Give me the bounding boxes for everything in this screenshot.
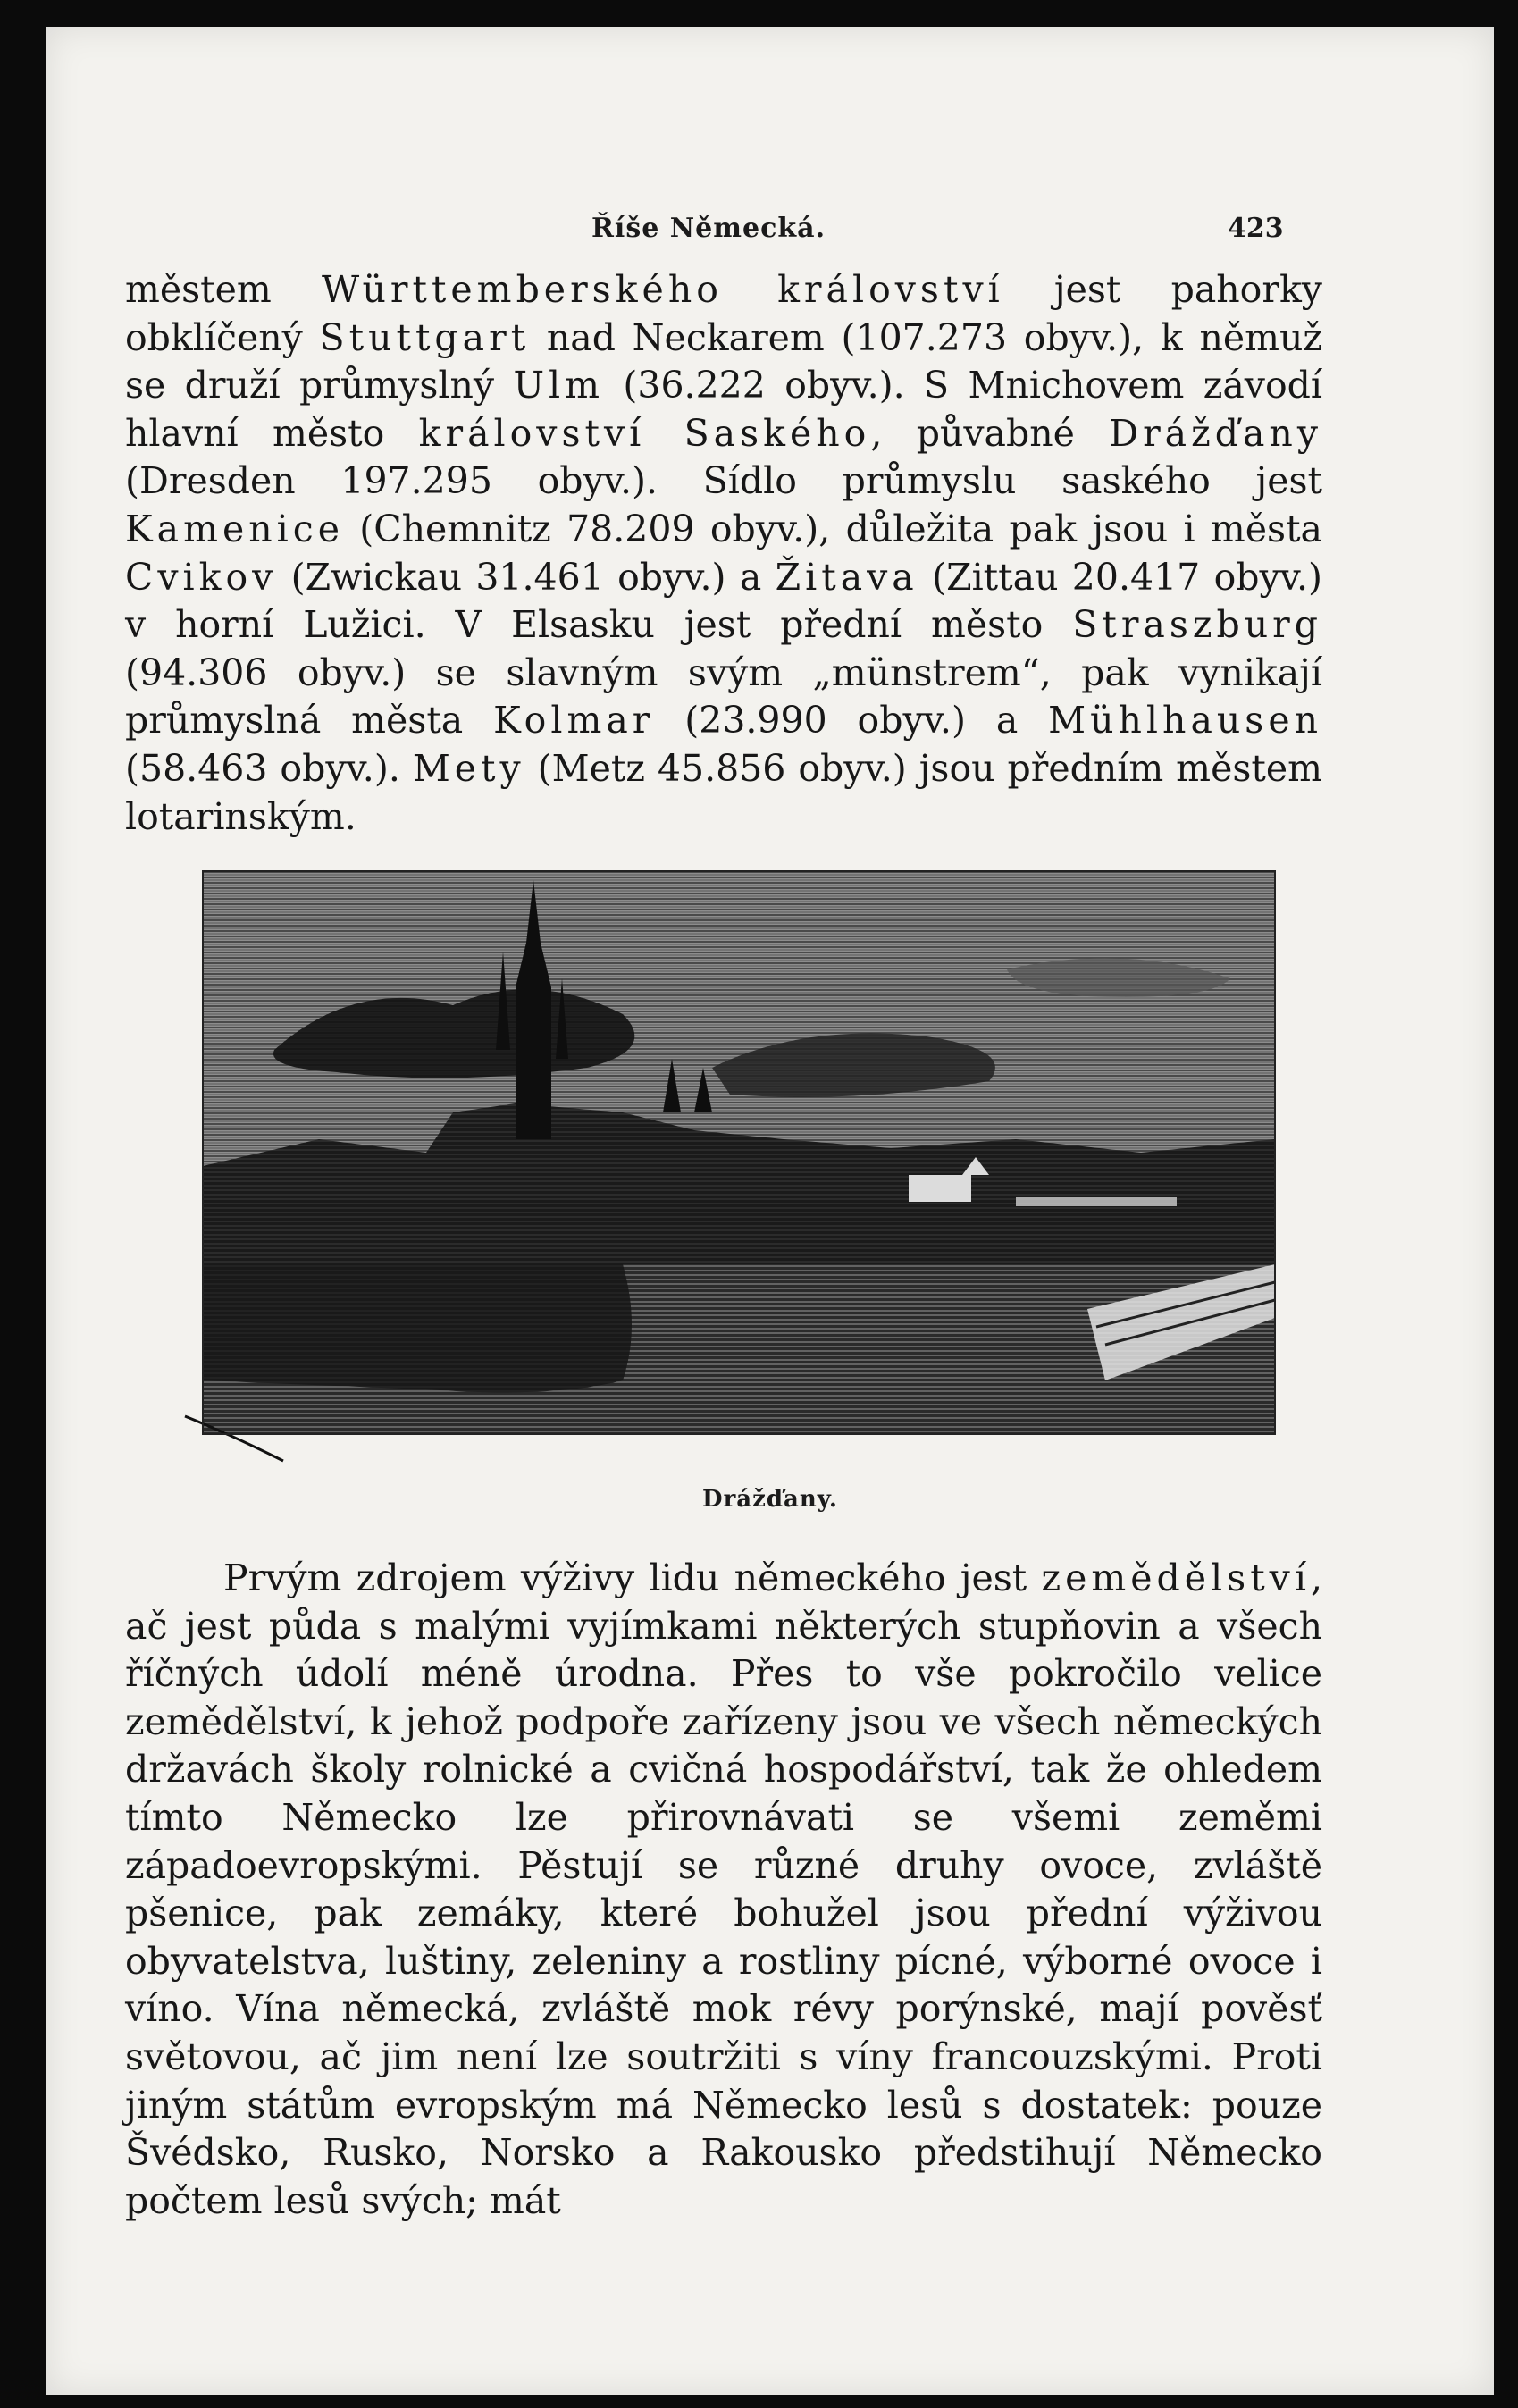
text-run: (Zittau 20.417 obyv.) v horní Lužici. V Elsasku jest přední město: [125, 555, 1323, 647]
spaced-term: Kamenice: [125, 507, 344, 550]
text-run: (Metz 45.856 obyv.) jsou předním městem lotarinským.: [125, 746, 1322, 838]
text-run: (36.222 obyv.). S Mnichovem závodí hlavní město: [125, 364, 1322, 455]
text-run: , ač jest půda s malými vyjímkami některých stupňovin a všech říčných údolí méně úrodna. Přes to vše pokročilo velice zemědělství, k jehož podpoře zařízeny jsou ve všech německých državách školy rolnické a cvičná hospodářství, tak že ohledem tímto Německo lze přirovnávati se všemi zeměmi západoevropskými. Pěstují se různé druhy ovoce, zvláště pšenice, pak zemáky, které bohužel jsou přední výživou obyvatelstva, luštiny, zeleniny a rostliny pícné, výborné ovoce i víno. Vína německá, zvláště mok révy porýnské, mají pověsť světovou, ač jim není lze soutržiti s víny francouzskými. Proti jiným státům evropským má Německo lesů s dostatek: pouze Švédsko, Rusko, Norsko a Rakousko předstihují Německo počtem lesů svých; mát: [125, 1556, 1322, 2222]
text-run: (23.990 obyv.) a: [654, 699, 1049, 743]
page-number: 423: [1228, 213, 1284, 244]
spaced-term: Žitava: [775, 555, 918, 599]
lit-building: [909, 1175, 971, 1202]
spaced-term: Kolmar: [493, 699, 655, 743]
spaced-term: Straszburg: [1072, 603, 1322, 647]
text-run: , půvabné: [870, 411, 1110, 455]
spaced-term: Drážďany: [1109, 411, 1322, 455]
text-run: nad Neckarem (107.273 obyv.), k němuž se druží průmyslný: [125, 315, 1323, 407]
paragraph-cities: [125, 266, 1322, 841]
spaced-term: království Saského: [418, 411, 871, 455]
text-run: (Zwickau 31.461 obyv.) a: [277, 555, 776, 599]
running-header: [46, 213, 1494, 248]
spaced-term: Mühlhausen: [1048, 699, 1323, 743]
spaced-term: Ulm: [513, 364, 604, 407]
dresden-engraving: [158, 844, 1327, 1488]
lights: [1016, 1197, 1177, 1206]
text-run: městem: [125, 268, 322, 311]
text-run: (58.463 obyv.).: [125, 746, 413, 790]
text-run: Prvým zdrojem výživy lidu německého jest: [223, 1556, 1042, 1599]
paragraph-agriculture: [125, 1555, 1322, 2225]
text-run: (Chemnitz 78.209 obyv.), důležita pak jsou i města: [343, 507, 1322, 550]
text-run: (Dresden 197.295 obyv.). Sídlo průmyslu saského jest: [125, 459, 1322, 503]
engraving-illustration: [158, 844, 1327, 1488]
spaced-term: Cvikov: [125, 555, 278, 599]
text-run: jest pahorky obklíčený: [125, 268, 1322, 359]
spaced-term: Stuttgart: [319, 315, 531, 359]
spaced-term: zemědělství: [1041, 1556, 1311, 1599]
running-title: Říše Německá.: [591, 213, 826, 244]
spaced-term: Württemberského království: [321, 268, 1004, 311]
spaced-term: Mety: [412, 746, 525, 790]
reflection: [203, 1264, 632, 1392]
text-run: (94.306 obyv.) se slavným svým „münstrem“, pak vynikají průmyslná města: [125, 650, 1322, 743]
book-page: [46, 27, 1494, 2395]
figure-caption: Drážďany.: [702, 1486, 838, 1513]
